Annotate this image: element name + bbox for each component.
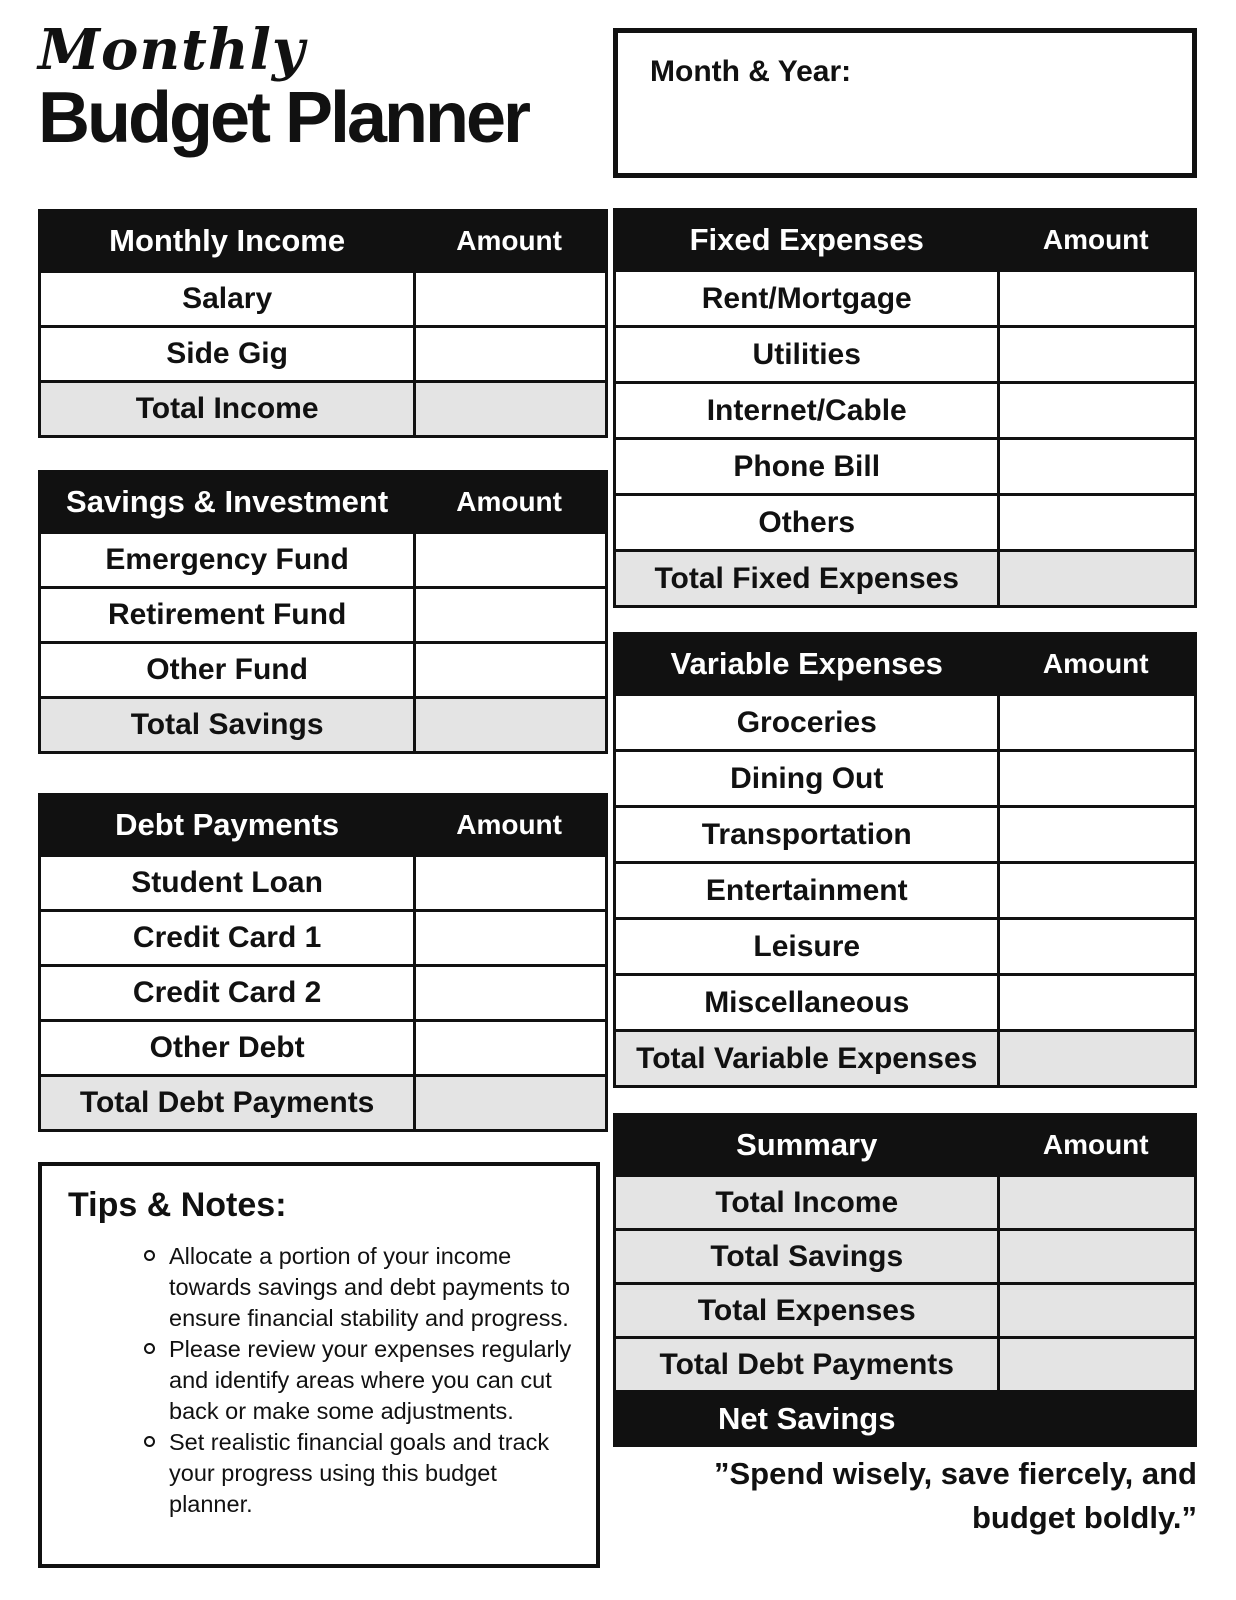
table-row xyxy=(616,549,1194,605)
row-label: Student Loan xyxy=(131,866,323,899)
table-row xyxy=(41,325,605,380)
amount-cell xyxy=(997,976,1194,1029)
amount-cell xyxy=(413,328,605,380)
row-label: Total Savings xyxy=(710,1239,904,1273)
table-row xyxy=(616,437,1194,493)
amount-cell xyxy=(997,328,1194,381)
table-row xyxy=(616,1336,1194,1390)
amount-cell xyxy=(997,1339,1194,1390)
table-row xyxy=(616,1029,1194,1085)
amount-cell xyxy=(997,496,1194,549)
row-label: Miscellaneous xyxy=(704,985,910,1019)
amount-cell xyxy=(997,440,1194,493)
row-label: Total Income xyxy=(135,392,319,425)
amount-cell xyxy=(997,696,1194,749)
table-row xyxy=(616,805,1194,861)
amount-cell xyxy=(997,384,1194,437)
table-row xyxy=(41,696,605,751)
table-row xyxy=(41,909,605,964)
summary-table xyxy=(613,1113,1197,1447)
table-row xyxy=(616,381,1194,437)
variable-expenses-table xyxy=(613,632,1197,1088)
amount-cell xyxy=(413,273,605,325)
row-label: Other Debt xyxy=(149,1031,305,1064)
amount-cell xyxy=(997,808,1194,861)
amount-cell xyxy=(997,864,1194,917)
month-year-label: Month & Year: xyxy=(650,55,852,88)
tips-notes-box xyxy=(38,1162,600,1568)
savings-investment-table xyxy=(38,470,608,754)
table-title: Variable Expenses xyxy=(670,646,943,681)
fixed-expenses-table xyxy=(613,208,1197,608)
row-label: Other Fund xyxy=(146,653,308,686)
row-label: Internet/Cable xyxy=(706,393,907,427)
row-label: Groceries xyxy=(736,705,877,739)
table-row xyxy=(41,586,605,641)
tip-text: Set realistic financial goals and track your progress using this budget planner. xyxy=(169,1429,550,1517)
row-label: Total Income xyxy=(715,1185,899,1219)
amount-header: Amount xyxy=(1042,648,1149,679)
table-row xyxy=(41,854,605,909)
row-label: Credit Card 1 xyxy=(132,921,322,954)
amount-header: Amount xyxy=(456,225,562,256)
monthly-income-table xyxy=(38,209,608,438)
tips-list xyxy=(144,1241,582,1520)
table-row xyxy=(616,269,1194,325)
tip-item xyxy=(144,1241,582,1334)
amount-cell xyxy=(997,1285,1194,1336)
row-label: Emergency Fund xyxy=(105,543,349,576)
table-title: Summary xyxy=(736,1127,878,1162)
row-label: Utilities xyxy=(752,337,861,371)
row-label: Transportation xyxy=(701,817,912,851)
row-label: Entertainment xyxy=(705,873,908,907)
title-main: Budget Planner xyxy=(38,77,529,158)
table-row xyxy=(41,964,605,1019)
amount-cell xyxy=(413,1022,605,1074)
table-header xyxy=(616,635,1194,693)
table-row xyxy=(41,1019,605,1074)
table-row xyxy=(41,380,605,435)
table-row xyxy=(41,531,605,586)
tip-text: Allocate a portion of your income towards savings and debt payments to ensure financial stability and progress. xyxy=(169,1243,571,1331)
table-header xyxy=(41,212,605,270)
table-row xyxy=(41,270,605,325)
row-label: Dining Out xyxy=(730,761,884,795)
table-title: Debt Payments xyxy=(115,807,340,842)
page-title xyxy=(38,17,529,158)
table-row xyxy=(41,641,605,696)
table-row xyxy=(616,693,1194,749)
row-label: Retirement Fund xyxy=(107,598,347,631)
amount-cell xyxy=(413,912,605,964)
row-label: Phone Bill xyxy=(733,449,881,483)
amount-header: Amount xyxy=(456,809,562,840)
table-title: Savings & Investment xyxy=(66,484,389,519)
tip-item xyxy=(144,1334,582,1427)
amount-header: Amount xyxy=(1042,224,1149,255)
row-label: Total Debt Payments xyxy=(659,1347,954,1381)
row-label: Total Fixed Expenses xyxy=(654,561,959,595)
table-header xyxy=(41,473,605,531)
quote-line-1: ”Spend wisely, save fiercely, and xyxy=(713,1456,1197,1491)
bullet-circle-icon xyxy=(144,1436,155,1447)
amount-cell xyxy=(413,699,605,751)
net-savings-row xyxy=(616,1390,1194,1444)
quote-line-2: budget boldly.” xyxy=(971,1500,1197,1535)
amount-cell xyxy=(997,272,1194,325)
table-title: Monthly Income xyxy=(109,223,346,258)
row-label: Total Savings xyxy=(130,708,324,741)
table-row xyxy=(616,493,1194,549)
row-label: Others xyxy=(758,505,856,539)
table-header xyxy=(616,1116,1194,1174)
amount-cell xyxy=(997,1231,1194,1282)
title-script: Monthly xyxy=(38,17,306,83)
row-label: Side Gig xyxy=(166,337,288,370)
table-header xyxy=(616,211,1194,269)
table-header xyxy=(41,796,605,854)
amount-cell xyxy=(997,1032,1194,1085)
table-row xyxy=(616,917,1194,973)
bullet-circle-icon xyxy=(144,1343,155,1354)
tip-text: Please review your expenses regularly and identify areas where you can cut back or make some adjustments. xyxy=(169,1336,572,1424)
row-label: Total Expenses xyxy=(697,1293,916,1327)
amount-header: Amount xyxy=(456,486,562,517)
month-year-box xyxy=(613,28,1197,178)
table-row xyxy=(616,749,1194,805)
net-savings-label: Net Savings xyxy=(718,1400,896,1436)
amount-cell xyxy=(997,552,1194,605)
table-row xyxy=(616,973,1194,1029)
amount-cell xyxy=(413,534,605,586)
amount-cell xyxy=(997,1177,1194,1228)
amount-header: Amount xyxy=(1042,1129,1149,1160)
tip-item xyxy=(144,1427,582,1520)
row-label: Leisure xyxy=(753,929,861,963)
amount-cell xyxy=(413,383,605,435)
amount-cell xyxy=(413,857,605,909)
table-title: Fixed Expenses xyxy=(689,222,924,257)
amount-cell xyxy=(413,589,605,641)
debt-payments-table xyxy=(38,793,608,1132)
row-label: Salary xyxy=(182,282,273,315)
amount-cell xyxy=(413,967,605,1019)
table-row xyxy=(616,1228,1194,1282)
table-row xyxy=(616,861,1194,917)
tips-heading: Tips & Notes: xyxy=(68,1186,287,1224)
row-label: Total Debt Payments xyxy=(79,1086,375,1119)
table-row xyxy=(41,1074,605,1129)
row-label: Credit Card 2 xyxy=(132,976,322,1009)
table-row xyxy=(616,1282,1194,1336)
amount-cell xyxy=(997,752,1194,805)
amount-cell xyxy=(413,644,605,696)
amount-cell xyxy=(997,920,1194,973)
quote xyxy=(613,1452,1197,1540)
bullet-circle-icon xyxy=(144,1250,155,1261)
table-row xyxy=(616,1174,1194,1228)
row-label: Rent/Mortgage xyxy=(701,281,912,315)
row-label: Total Variable Expenses xyxy=(636,1041,978,1075)
table-row xyxy=(616,325,1194,381)
amount-cell xyxy=(413,1077,605,1129)
